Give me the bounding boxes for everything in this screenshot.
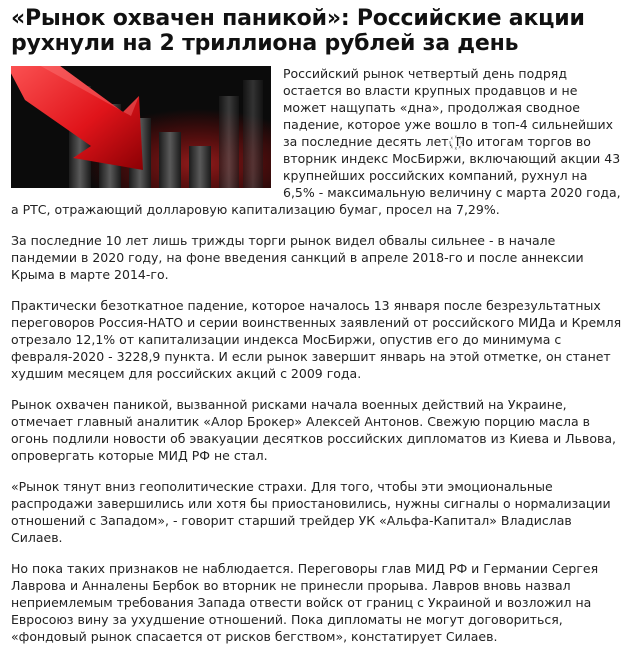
article-body — [11, 65, 623, 645]
paragraph: Но пока таких признаков не наблюдается. Переговоры глав МИД РФ и Германии Сергея Лаврова и Анналены Бербок во вторник не принесли прорыва. Лавров вновь назвал неприемлемым требования Запада отвести войск от границ с Украиной и возложил на Евросоюз вину за ухудшение отношений. Пока дипломаты не могут договориться, «фондовый рынок спасается от рисков бегством», констатирует Силаев. — [11, 561, 599, 644]
falling-red-arrow-chart-icon — [11, 66, 271, 188]
paragraph: За последние 10 лет лишь трижды торги рынок видел обвалы сильнее - в начале пандемии в 2020 году, на фоне введения санкций в апреле 2018-го и после аннексии Крыма в марте 2014-го. — [11, 233, 584, 282]
paragraph: Рынок охвачен паникой, вызванной рисками начала военных действий на Украине, отмечает главный аналитик «Алор Брокер» Алексей Антонов. Свежую порцию масла в огонь подлили новости об эвакуации десятков российских дипломатов из Киева и Львова, опровергать которые МИД РФ не стал. — [11, 397, 616, 463]
article — [11, 6, 623, 659]
hero-image — [11, 66, 271, 188]
paragraph: Практически безоткатное падение, которое началось 13 января после безрезультатных переговоров Россия-НАТО и серии воинственных заявлений от российского МИДа и Кремля отрезало 12,1% от капитализации индекса МосБиржи, опустив его до минимума с февраля-2020 - 3228,9 пункта. И если рынок завершит январь на этой отметке, он станет худшим месяцем для российских акций с 2009 года. — [11, 298, 622, 381]
quote-paragraph: «Рынок тянут вниз геополитические страхи. Для того, чтобы эти эмоциональные распродажи завершились или хотя бы приостановились, нужны сигналы о нормализации отношений с Западом», - говорит старший трейдер УК «Альфа-Капитал» Владислав Силаев. — [11, 479, 611, 545]
article-title: «Рынок охвачен паникой»: Российские акции рухнули на 2 триллиона рублей за день — [11, 6, 585, 56]
paragraph-lead-text-part-1: Российский рынок четвертый день подряд остается во власти крупных продавцов и не может нащупать «дна», продолжая сводное падение, которое уже вошло в топ-4 сильнейших за последние десять лет. — [283, 66, 614, 149]
paragraph-lead-text-part-2: По итогам торгов во вторник индекс МосБиржи, включающий акции 43 крупнейших российских компаний, рухнул на 6,5% - максимальную величину с марта 2020 года, а РТС, отражающий долларовую капитализацию бумаг, просел на 7,29%. — [11, 134, 621, 217]
